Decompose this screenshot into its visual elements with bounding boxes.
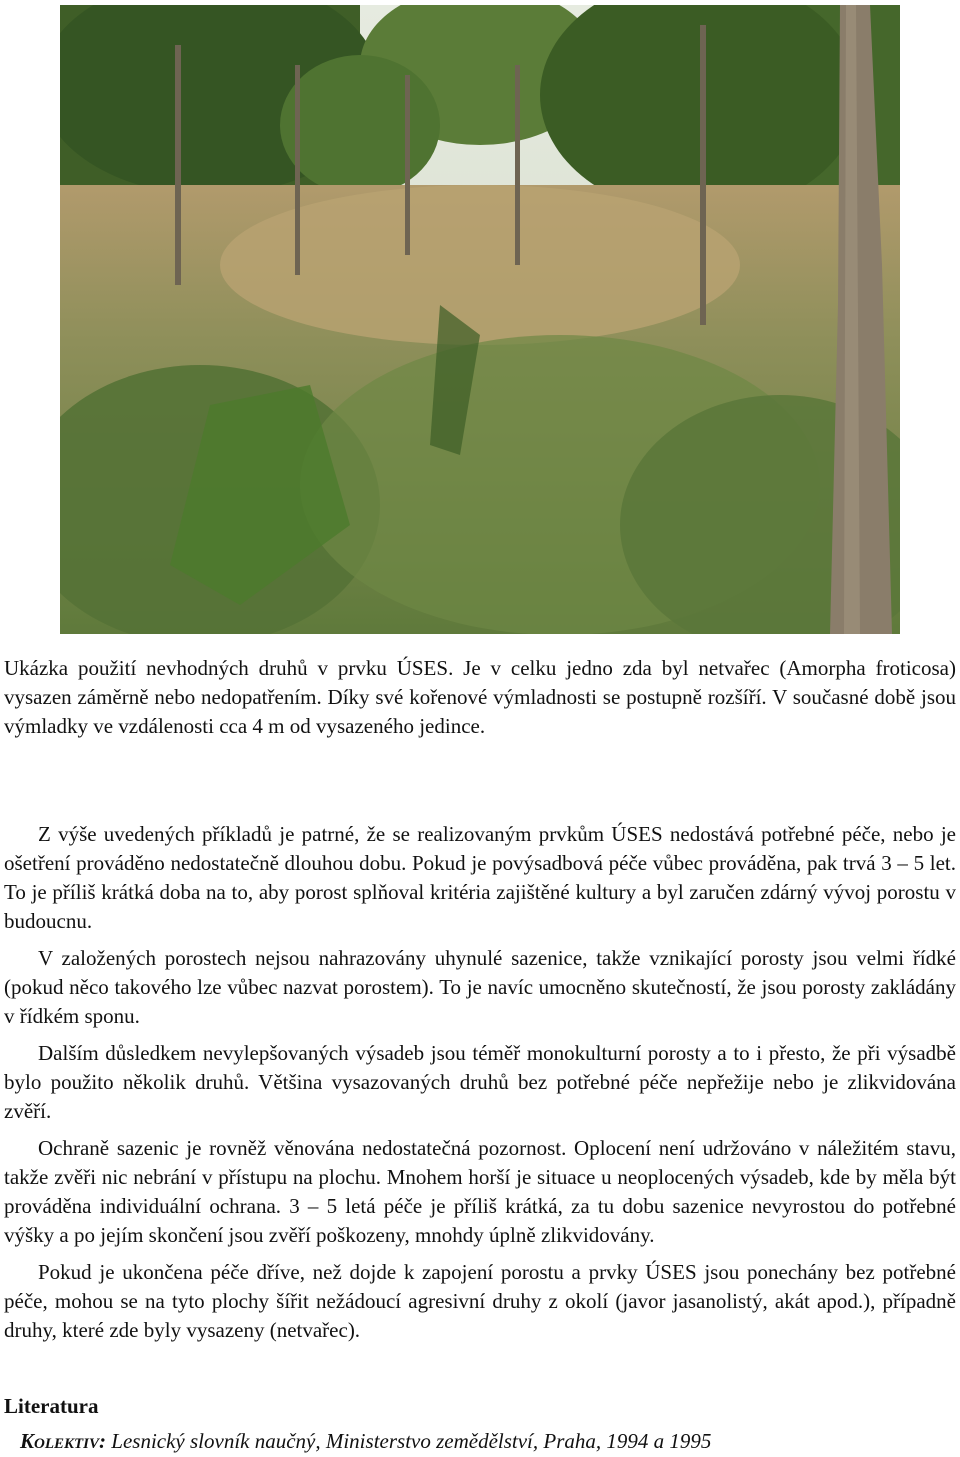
literature-reference bbox=[20, 1427, 956, 1456]
paragraph-4: Ochraně sazenic je rovněž věnována nedostatečná pozornost. Oplocení není udržováno v náležitém stavu, takže zvěři nic nebrání v přístupu na plochu. Mnohem horší je situace u neoplocených výsadeb, kde by měla být prováděna individuální ochrana. 3 – 5 letá péče je příliš krátká, za tu dobu sazenice nevyrostou do potřebné výšky a po jejím skončení jsou zvěří poškozeny, mnohdy úplně zlikvidovány. bbox=[4, 1136, 956, 1247]
reference-author: Kolektiv: bbox=[20, 1429, 107, 1453]
photo-caption: Ukázka použití nevhodných druhů v prvku ÚSES. Je v celku jedno zda byl netvařec (Amorpha froticosa) vysazen záměrně nebo nedopatřením. Díky své kořenové výmladnosti se postupně rozšíří. V současné době jsou výmladky ve vzdálenosti cca 4 m od vysazeného jedince. bbox=[4, 656, 956, 738]
paragraph-5: Pokud je ukončena péče dříve, než dojde k zapojení porostu a prvky ÚSES jsou ponechány bez potřebné péče, mohou se na tyto plochy šířit nežádoucí agresivní druhy z okolí (javor jasanolistý, akát apod.), případně druhy, které zde byly vysazeny (netvařec). bbox=[4, 1260, 956, 1342]
literature-heading: Literatura bbox=[4, 1394, 99, 1418]
vegetation-photo-illustration bbox=[60, 5, 900, 634]
reference-citation: Lesnický slovník naučný, Ministerstvo zemědělství, Praha, 1994 a 1995 bbox=[106, 1429, 712, 1453]
vegetation-photo bbox=[60, 5, 900, 634]
paragraph-2: V založených porostech nejsou nahrazovány uhynulé sazenice, takže vznikající porosty jsou velmi řídké (pokud něco takového lze vůbec nazvat porostem). To je navíc umocněno skutečností, že jsou porosty zakládány v řídkém sponu. bbox=[4, 946, 956, 1028]
body-text bbox=[4, 820, 956, 1353]
paragraph-3: Dalším důsledkem nevylepšovaných výsadeb jsou téměř monokulturní porosty a to i přesto, že při výsadbě bylo použito několik druhů. Většina vysazovaných druhů bez potřebné péče nepřežije nebo je zlikvidována zvěří. bbox=[4, 1041, 956, 1123]
paragraph-1: Z výše uvedených příkladů je patrné, že se realizovaným prvkům ÚSES nedostává potřebné péče, nebo je ošetření prováděno nedostatečně dlouhou dobu. Pokud je povýsadbová péče vůbec prováděna, pak trvá 3 – 5 let. To je příliš krátká doba na to, aby porost splňoval kritéria zajištěné kultury a byl zaručen zdárný vývoj porostu v budoucnu. bbox=[4, 822, 956, 933]
